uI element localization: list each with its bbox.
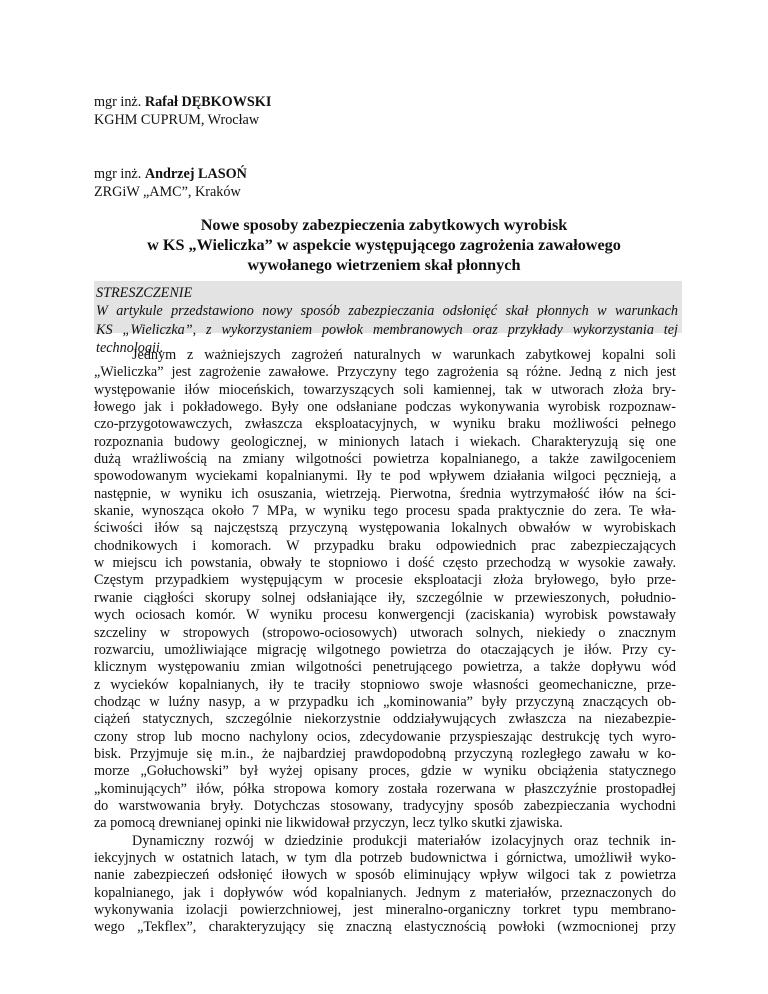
body-line: „Wieliczka” jest zagrożenie zawałowe. Przyczyny tego zagrożenia są różne. Jedną z nich jest	[94, 364, 676, 381]
body-line: wego „Tekflex”, charakteryzujący się znaczną elastycznością powłoki (wzmocnionej przy	[94, 919, 676, 936]
body-line: ściwości iłów są najczęstszą przyczyną występowania lokalnych obwałów w wyrobiskach	[94, 520, 676, 537]
abstract-line: KS „Wieliczka”, z wykorzystaniem powłok membranowych oraz przykłady wykorzystania tej	[96, 321, 678, 338]
body-line: kopalnianego, jak i dopływów wód kopalnianych. Jednym z materiałów, przeznaczonych do	[94, 884, 676, 901]
body-line: chodnikowych i komorach. W przypadku braku odpowiednich prac zabezpieczających	[94, 537, 676, 554]
body-line: wych ociosach komór. W wyniku procesu konwergencji (zaciskania) wyrobisk powstawały	[94, 607, 676, 624]
title-line: w KS „Wieliczka” w aspekcie występującego zagrożenia zawałowego	[147, 236, 621, 254]
author-name: Andrzej LASOŃ	[144, 166, 247, 182]
body-line: morze „Gołuchowski” był wyżej opisany proces, gdzie w wyniku obciążenia statycznego	[94, 763, 676, 780]
body-line: czo-przygotowawczych, zwłaszcza eksploatacyjnych, w wyniku braku możliwości pełnego	[94, 416, 676, 433]
body-line: klicznym występowaniu zmian wilgotności penetrującego powietrza, a także dopływu wód	[94, 659, 676, 676]
body-line: rozpoznania budowy geologicznej, w minionych latach i wiekach. Charakteryzują się one	[94, 433, 676, 450]
author-affiliation: KGHM CUPRUM, Wrocław	[94, 112, 260, 128]
title-line: wywołanego wietrzeniem skał płonnych	[247, 256, 521, 274]
body-line: rwanie ciągłości skorupy solnej odsłaniające iły, szczególnie w przewieszonych, południo-	[94, 589, 676, 606]
author-name-line	[94, 165, 247, 183]
body-line: skanie, wynosząca około 7 MPa, w wyniku tego procesu spada praktycznie do zera. Te wła-	[94, 503, 676, 520]
author-name-line	[94, 93, 271, 111]
body-line: szczeliny w stropowych (stropowo-ociosowych) utworach solnych, niekiedy o znacznym	[94, 624, 676, 641]
body-line: ciążeń statycznych, szczególnie niekorzystnie oddziaływujących zwłaszcza na niezabezpie-	[94, 711, 676, 728]
body-text	[94, 347, 676, 937]
author-name: Rafał DĘBKOWSKI	[144, 94, 272, 110]
body-line: Częstym przypadkiem występującym w procesie eksploatacji złoża bryłowego, było prze-	[94, 572, 676, 589]
body-line: nanie zabezpieczeń odsłonięć iłowych w sposób eliminujący wpływ wilgoci tak z powietrza	[94, 867, 676, 884]
body-line: Jednym z ważniejszych zagrożeń naturalnych w warunkach zabytkowej kopalni soli	[132, 347, 676, 363]
body-line: rozwarciu, umożliwiające migrację wilgotnego powietrza do otaczających je iłów. Przy cy-	[94, 641, 676, 658]
body-line: w miejscu ich powstania, obwały te stopniowo i dość często przechodzą w wysokie zawały.	[94, 555, 676, 572]
abstract-heading: STRESZCZENIE	[96, 285, 193, 301]
body-line: występowanie iłów mioceńskich, towarzyszących soli kamiennej, tak w utworach złoża bry-	[94, 381, 676, 398]
author-block-2	[94, 165, 247, 201]
body-line: chodząc w luźny nasyp, a w przypadku ich „kominowania” były przyczyną znaczących ob-	[94, 693, 676, 710]
body-line: iekcyjnych w ostatnich latach, w tym dla potrzeb budownictwa i górnictwa, umożliwił wyko-	[94, 849, 676, 866]
author-prefix: mgr inż.	[94, 94, 142, 110]
body-line: następnie, w wyniku ich osuszania, wietrzeją. Pierwotna, średnia wytrzymałość iłów na ści-	[94, 485, 676, 502]
body-line: bisk. Przyjmuje się m.in., że najbardziej prawdopodobną przyczyną rozległego zawału w ko-	[94, 745, 676, 762]
body-line: łowego jak i pokładowego. Były one odsłaniane podczas wykonywania wyrobisk rozpoznaw-	[94, 399, 676, 416]
paper-title	[96, 215, 672, 275]
body-line: „kominujących” iłów, półka stropowa komory została rozerwana w płaszczyźnie prostopadłej	[94, 780, 676, 797]
abstract-line: W artykule przedstawiono nowy sposób zabezpieczania odsłonięć skał płonnych w warunkach	[96, 303, 678, 320]
body-line: spowodowanym wyciekami kopalnianymi. Iły te pod wpływem działania wilgoci pęcznieją, a	[94, 468, 676, 485]
body-line: z wycieków kopalnianych, iły te traciły stopniowo swoje własności geomechaniczne, prze-	[94, 676, 676, 693]
author-block-1	[94, 93, 271, 129]
abstract-line: technologii.	[96, 340, 164, 357]
body-line: dużą wrażliwością na zmiany wilgotności powietrza kopalnianego, a także zawilgoceniem	[94, 451, 676, 468]
body-line: wykonywania izolacji powierzchniowej, jest mineralno-organiczny torkret typu membrano-	[94, 902, 676, 918]
author-prefix: mgr inż.	[94, 166, 142, 182]
body-line: za pomocą drewnianej opinki nie likwidował przyczyn, lecz tylko skutki zjawiska.	[94, 815, 563, 832]
body-line: Dynamiczny rozwój w dziedzinie produkcji materiałów izolacyjnych oraz technik in-	[132, 832, 676, 849]
body-line: czony strop lub mocno nachylony ocios, zdecydowanie przyspieszając destrukcję tych wyro-	[94, 728, 676, 745]
author-affiliation: ZRGiW „AMC”, Kraków	[94, 184, 241, 200]
body-line: do warstwowania bryły. Dotychczas stosowany, tradycyjny sposób zabezpieczania wychodni	[94, 797, 676, 814]
title-line: Nowe sposoby zabezpieczenia zabytkowych wyrobisk	[200, 216, 568, 234]
